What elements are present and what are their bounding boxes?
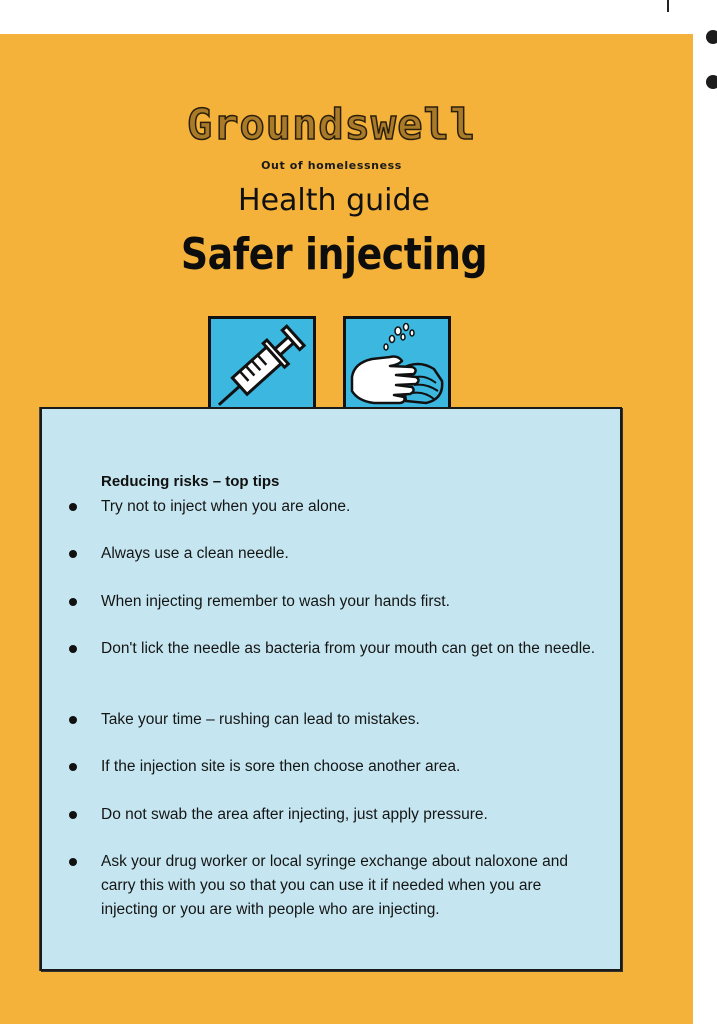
tip-text: When injecting remember to wash your hands first. [101,593,450,610]
list-item [101,803,601,827]
page-title: Safer injecting [180,229,488,280]
bullet-icon [69,716,77,724]
tip-text: Ask your drug worker or local syringe exchange about naloxone and carry this with you so that you can use it if needed when you are injecting or you are with people who are injecting. [101,853,568,918]
page-edge-mark [667,0,669,12]
list-item [101,637,601,661]
list-item [101,850,601,922]
tips-heading: Reducing risks – top tips [101,473,280,490]
bullet-icon [69,811,77,819]
tip-text: If the injection site is sore then choose another area. [101,758,461,775]
list-item [101,755,601,779]
brand-tagline: Out of homelessness [261,159,402,172]
tip-text: Always use a clean needle. [101,545,289,562]
bullet-icon [69,503,77,511]
list-item [101,590,601,614]
brand-logo: Groundswell [186,100,477,149]
bullet-icon [69,598,77,606]
bullet-icon [69,858,77,866]
bullet-icon [69,550,77,558]
tip-text: Don't lick the needle as bacteria from your mouth can get on the needle. [101,640,596,657]
hand-washing-icon [343,316,451,416]
bullet-icon [69,763,77,771]
list-item [101,542,601,566]
adjacent-page-dot-icon [706,30,717,44]
adjacent-page-dot-icon [706,75,717,89]
syringe-icon [208,316,316,416]
tips-panel [40,407,622,971]
list-item [101,495,601,519]
tip-text: Try not to inject when you are alone. [101,498,351,515]
tip-text: Do not swab the area after injecting, just apply pressure. [101,806,488,823]
list-item [101,708,601,732]
bullet-icon [69,645,77,653]
tip-text: Take your time – rushing can lead to mistakes. [101,711,420,728]
guide-label: Health guide [238,183,430,218]
